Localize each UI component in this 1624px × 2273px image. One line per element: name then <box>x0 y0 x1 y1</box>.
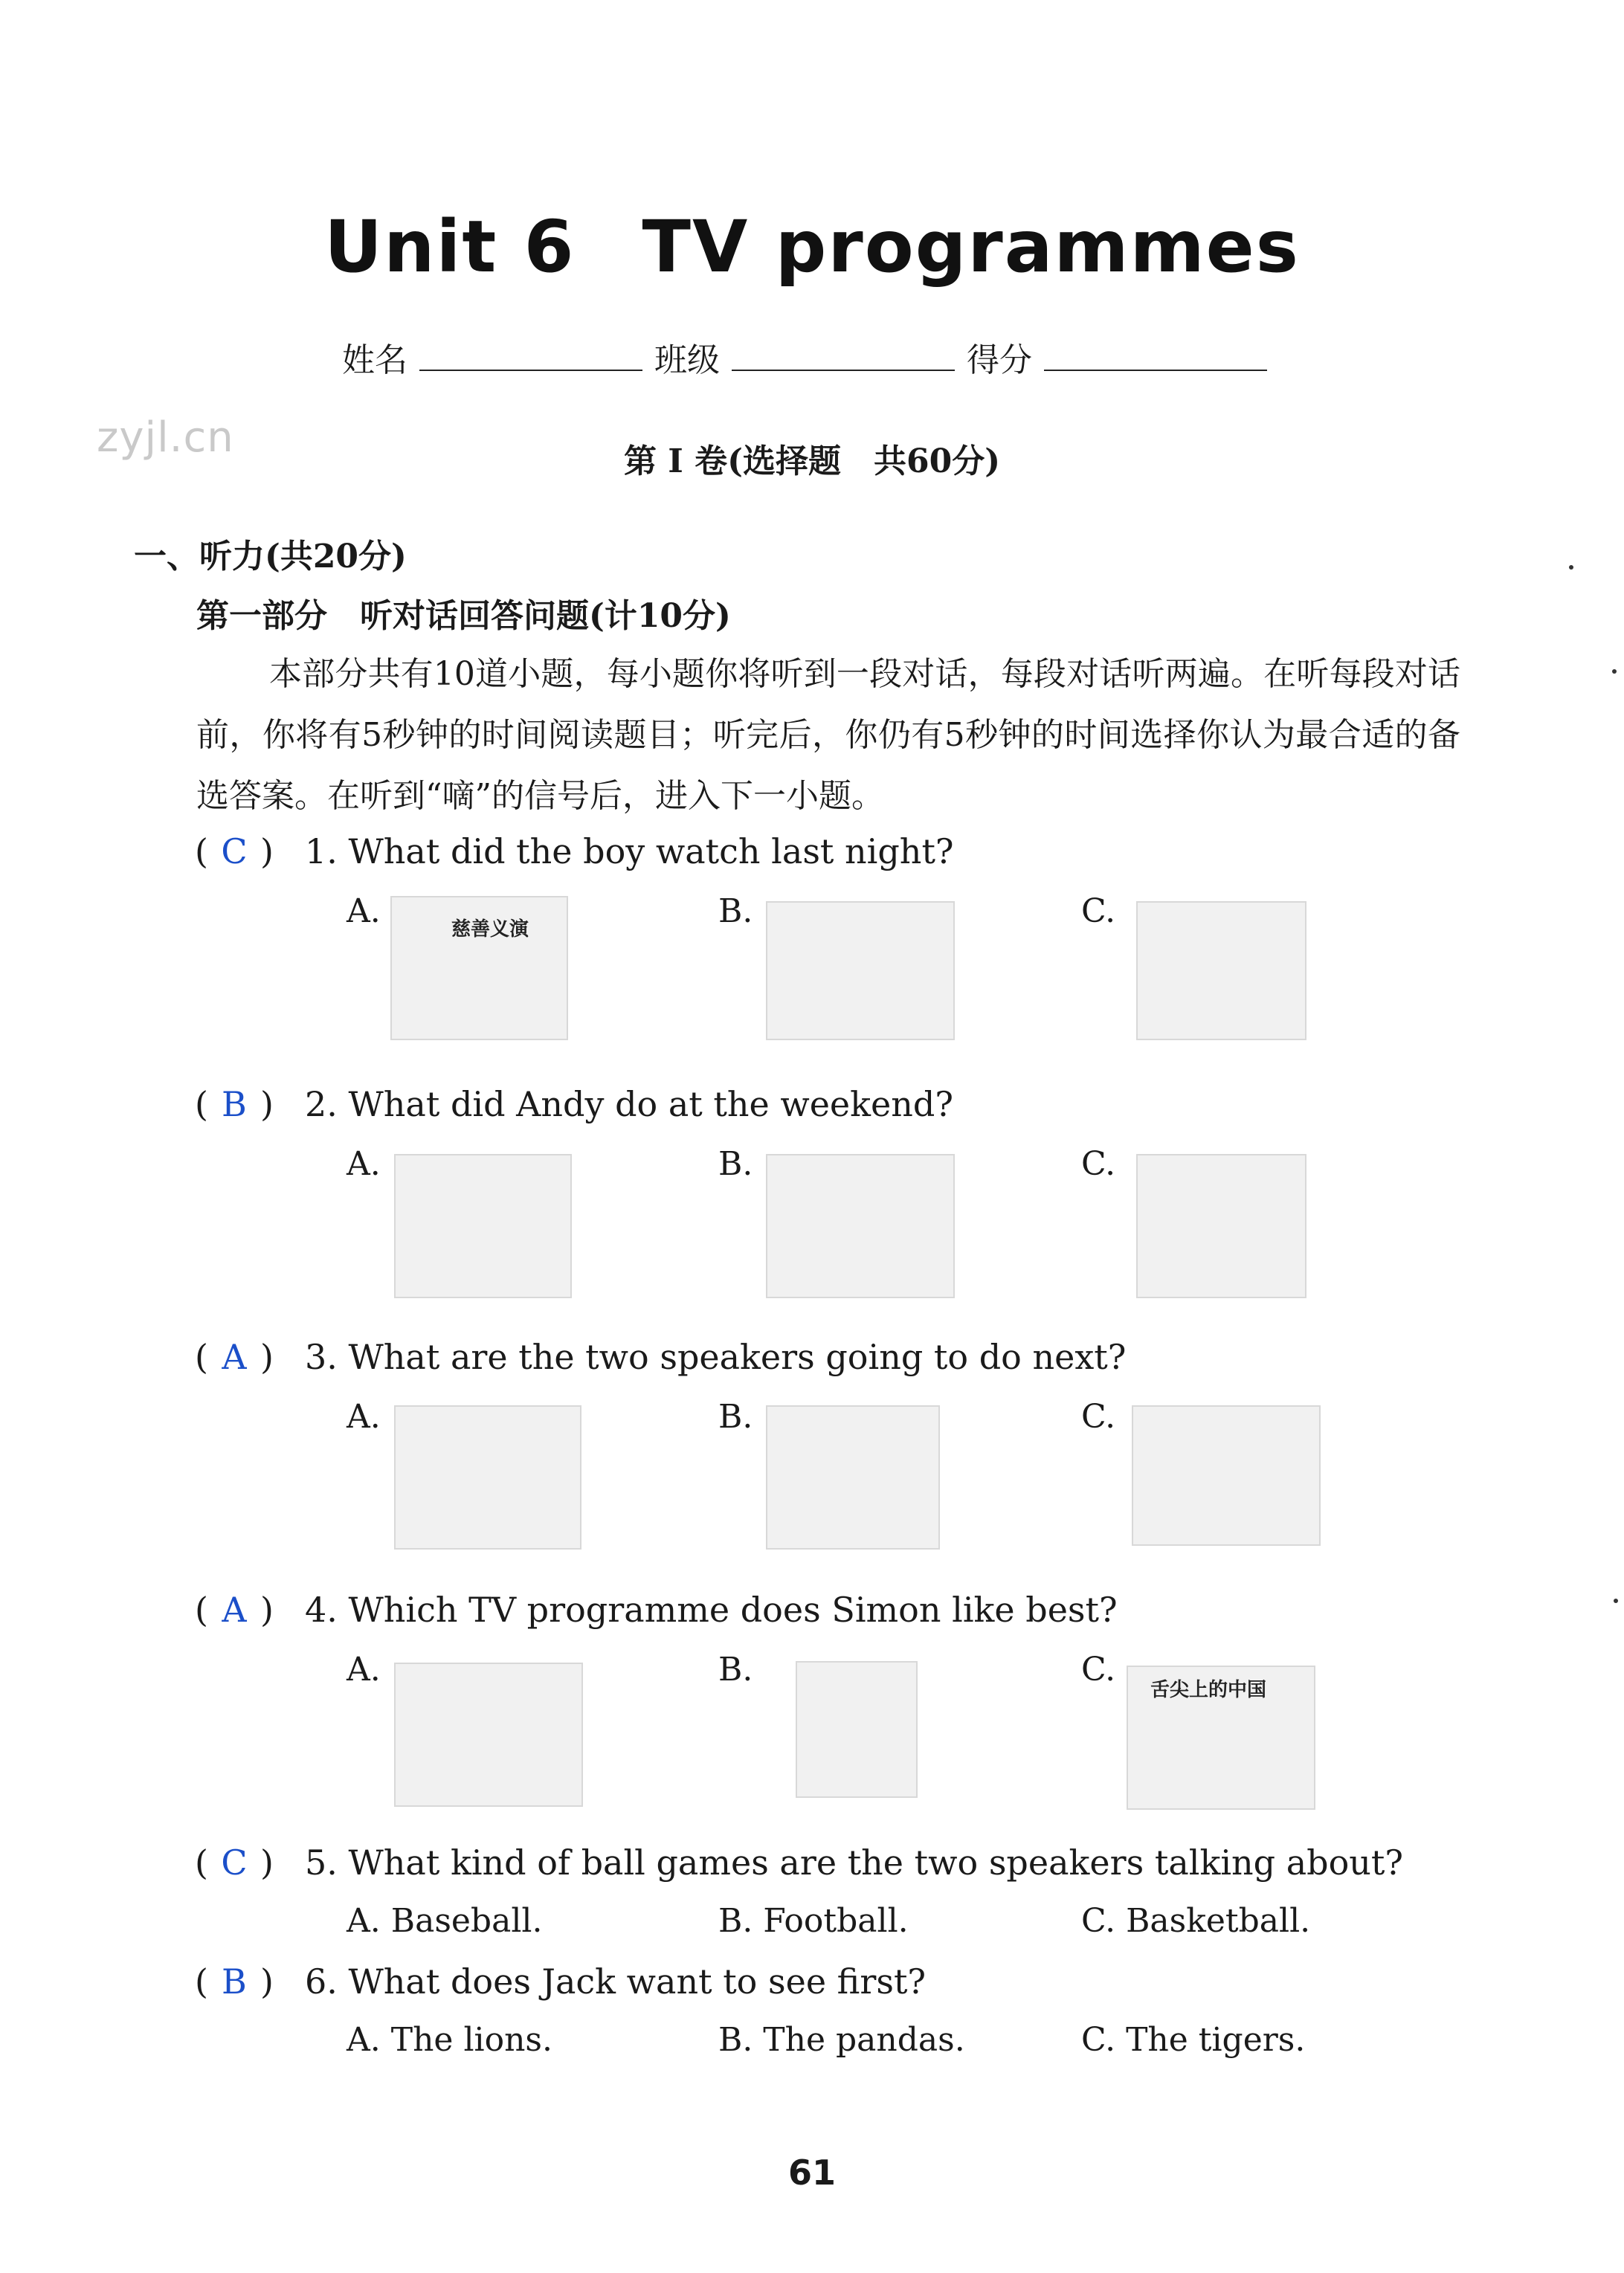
badminton-picture <box>394 1405 581 1550</box>
answer-bracket: ( B ) <box>195 1084 274 1124</box>
score-field[interactable] <box>1044 340 1267 371</box>
question-text: 1. What did the boy watch last night? <box>305 831 954 871</box>
answer-bracket: ( B ) <box>195 1961 274 2002</box>
question-6 <box>195 1961 926 2002</box>
option-label: A. <box>347 1651 381 1689</box>
football-players-picture <box>1132 1405 1321 1546</box>
answer-bracket: ( C ) <box>195 1842 274 1883</box>
picture-caption: 慈善义演 <box>451 918 529 941</box>
option-c: C. Basketball. <box>1081 1902 1311 1940</box>
documentary-picture <box>1127 1666 1315 1810</box>
option-label: B. <box>718 1145 753 1183</box>
cartoon-robot-cat-picture <box>1136 901 1306 1040</box>
answer-bracket: ( C ) <box>195 831 274 871</box>
answer-letter: A <box>222 1337 247 1377</box>
question-text: 5. What kind of ball games are the two speakers talking about? <box>305 1842 1404 1883</box>
page-number: 61 <box>787 2153 836 2193</box>
unit-topic: TV programmes <box>642 205 1300 288</box>
question-4 <box>195 1590 1118 1630</box>
class-field[interactable] <box>732 340 955 371</box>
option-label: A. <box>347 1398 381 1436</box>
question-text: 3. What are the two speakers going to do next? <box>305 1337 1127 1377</box>
score-label: 得分 <box>967 341 1032 379</box>
answer-bracket: ( A ) <box>195 1337 274 1377</box>
charity-show-picture <box>390 896 568 1040</box>
answer-letter: C <box>221 831 248 871</box>
boy-playing-violin-picture <box>1136 1154 1306 1298</box>
question-3 <box>195 1337 1126 1377</box>
watermark: zyjl.cn <box>97 413 234 462</box>
opera-performer-picture <box>766 901 955 1040</box>
option-b: B. Football. <box>718 1902 909 1940</box>
answer-letter: B <box>222 1961 247 2002</box>
option-b: B. The pandas. <box>718 2021 965 2059</box>
option-label: C. <box>1081 892 1116 930</box>
option-label: B. <box>718 1398 753 1436</box>
listening-heading: 一、听力(共20分) <box>134 538 407 575</box>
class-label: 班级 <box>654 341 720 379</box>
option-c: C. The tigers. <box>1081 2021 1306 2059</box>
option-label: C. <box>1081 1145 1116 1183</box>
option-label: B. <box>718 892 753 930</box>
instructions-paragraph: 本部分共有10道小题，每小题你将听到一段对话，每段对话听两遍。在听每段对话前，你将有5秒钟的时间阅读题目；听完后，你仍有5秒钟的时间选择你认为最合适的备选答案。在听到“嘀”的信号后，进入下一小题。 <box>196 655 1460 815</box>
answer-bracket: ( A ) <box>195 1590 274 1630</box>
scan-speck <box>1569 565 1573 570</box>
student-info-row <box>342 333 1279 381</box>
question-2 <box>195 1084 953 1124</box>
part-one-heading: 第一部分 听对话回答问题(计10分) <box>196 597 731 635</box>
talk-show-picture <box>394 1663 583 1807</box>
answer-letter: C <box>221 1842 248 1883</box>
picture-caption: 舌尖上的中国 <box>1150 1679 1267 1701</box>
scan-speck <box>1612 669 1617 674</box>
option-label: A. <box>347 1145 381 1183</box>
question-5 <box>195 1842 1403 1883</box>
question-text: 2. What did Andy do at the weekend? <box>305 1084 953 1124</box>
question-text: 4. Which TV programme does Simon like best? <box>305 1590 1118 1630</box>
name-label: 姓名 <box>342 341 407 379</box>
boy-painting-picture <box>394 1154 572 1298</box>
option-label: C. <box>1081 1651 1116 1689</box>
unit-number: Unit 6 <box>324 205 576 288</box>
option-label: B. <box>718 1651 753 1689</box>
option-label: C. <box>1081 1398 1116 1436</box>
unit-title <box>0 205 1624 288</box>
cartoon-robot-cat-picture <box>796 1661 918 1798</box>
name-field[interactable] <box>419 340 642 371</box>
answer-letter: B <box>222 1084 247 1124</box>
option-a: A. The lions. <box>347 2021 552 2059</box>
question-text: 6. What does Jack want to see first? <box>305 1961 927 2002</box>
boy-with-toolbox-picture <box>766 1154 955 1298</box>
section-title: 第 I 卷(选择题 共60分) <box>623 442 1001 480</box>
baseball-player-picture <box>766 1405 940 1550</box>
answer-letter: A <box>222 1590 247 1630</box>
option-label: A. <box>347 892 381 930</box>
scan-speck <box>1614 1599 1618 1603</box>
question-1 <box>195 831 954 871</box>
option-a: A. Baseball. <box>347 1902 543 1940</box>
